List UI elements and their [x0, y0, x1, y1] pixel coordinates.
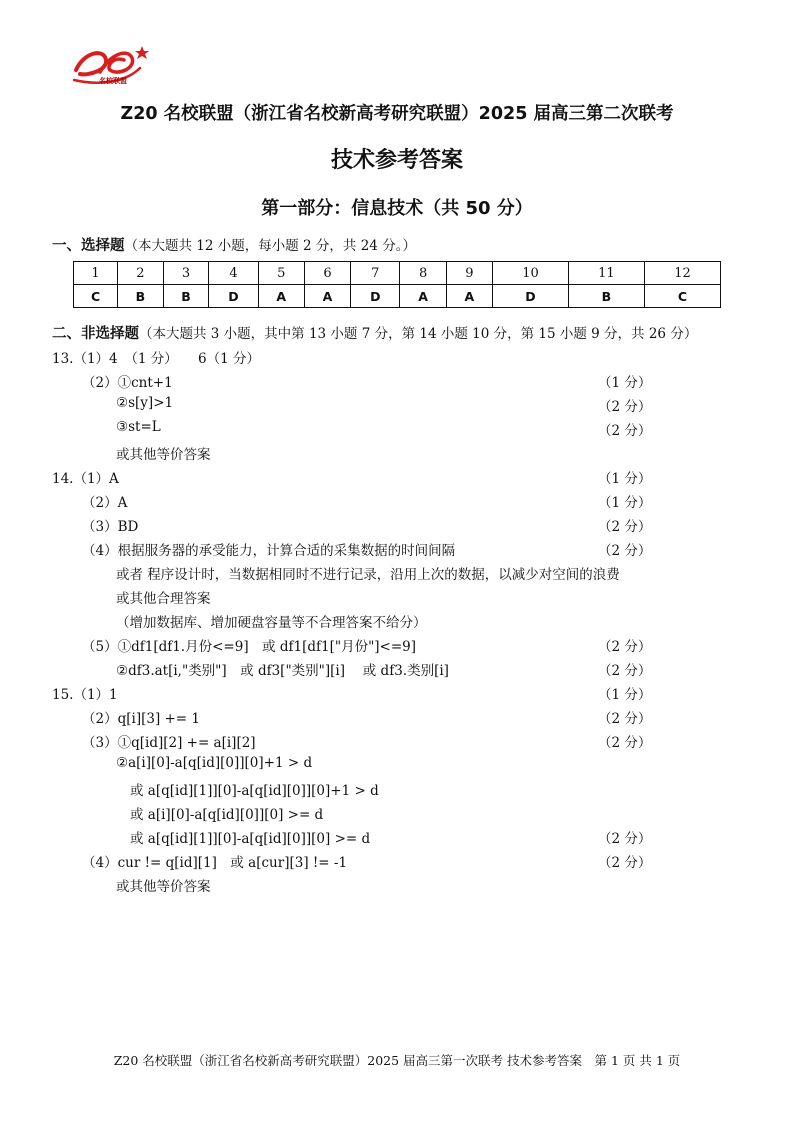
- answer-line-13-2-3: ③st=L: [116, 419, 161, 435]
- question-number: 7: [351, 262, 400, 285]
- answer-line-14-4-note: （增加数据库、增加硬盘容量等不合理答案不给分）: [116, 615, 427, 631]
- section1-heading: [52, 234, 416, 255]
- score-label: （1 分）: [598, 471, 652, 487]
- answer-cell: B: [163, 285, 209, 308]
- answer-line-14-4-alt: 或者 程序设计时，当数据相同时不进行记录，沿用上次的数据，以减少对空间的浪费: [116, 567, 620, 583]
- answer-line-15-3-2-alt1: 或 a[q[id][1]][0]-a[q[id][0]][0]+1 > d: [130, 783, 379, 799]
- question-number: 2: [118, 262, 164, 285]
- answer-cell: A: [400, 285, 446, 308]
- answer-cell: A: [446, 285, 492, 308]
- question-number: 4: [209, 262, 258, 285]
- document-title: 技术参考答案: [330, 148, 463, 173]
- section1-note: （本大题共 12 小题，每小题 2 分，共 24 分。）: [124, 238, 416, 254]
- answer-cell: C: [644, 285, 720, 308]
- answer-cell: C: [74, 285, 118, 308]
- score-label: （1 分）: [598, 375, 652, 391]
- part-title: 第一部分：信息技术（共 50 分）: [261, 198, 533, 219]
- score-label: （2 分）: [598, 639, 652, 655]
- question-number: 12: [644, 262, 720, 285]
- answer-line-13-alt: 或其他等价答案: [116, 447, 211, 463]
- section2-note: （本大题共 3 小题，其中第 13 小题 7 分，第 14 小题 10 分，第 15 小题 9 分，共 26 分）: [139, 326, 698, 342]
- answer-line-13-2-1: （2）①cnt+1: [82, 375, 173, 391]
- answer-line-15-3-2-alt2: 或 a[i][0]-a[q[id][0]][0] >= d: [130, 807, 324, 823]
- answer-line-14-5-1: （5）①df1[df1.月份<=9] 或 df1[df1["月份"]<=9]: [82, 639, 417, 655]
- answer-line-14-1: 14.（1）A: [52, 471, 119, 487]
- section2-label: 二、非选择题: [52, 326, 139, 342]
- answer-cell: D: [492, 285, 568, 308]
- question-number: 5: [258, 262, 304, 285]
- question-number: 11: [568, 262, 644, 285]
- answer-line-15-3-1: （3）①q[id][2] += a[i][2]: [82, 735, 256, 751]
- answer-line-15-3-2: ②a[i][0]-a[q[id][0]][0]+1 > d: [116, 755, 313, 771]
- answer-table-answers-row: [74, 285, 721, 308]
- question-number: 1: [74, 262, 118, 285]
- answer-line-15-4: （4）cur != q[id][1] 或 a[cur][3] != -1: [82, 855, 348, 871]
- question-number: 9: [446, 262, 492, 285]
- answer-cell: B: [568, 285, 644, 308]
- score-label: （2 分）: [598, 663, 652, 679]
- answer-cell: D: [351, 285, 400, 308]
- answer-line-14-3: （3）BD: [82, 519, 139, 535]
- answer-cell: A: [258, 285, 304, 308]
- score-label: （1 分）: [598, 687, 652, 703]
- page-footer: Z20 名校联盟（浙江省名校新高考研究联盟）2025 届高三第一次联考 技术参考答案 第 1 页 共 1 页: [113, 1053, 681, 1068]
- question-number: 10: [492, 262, 568, 285]
- answer-line-15-2: （2）q[i][3] += 1: [82, 711, 200, 727]
- answer-line-14-4-other: 或其他合理答案: [116, 591, 211, 607]
- answer-line-15-alt: 或其他等价答案: [116, 879, 211, 895]
- score-label: （1 分）: [598, 495, 652, 511]
- answer-line-13-1: 13.（1）4 （1 分） 6（1 分）: [52, 351, 260, 367]
- answer-line-15-3-2-alt3: 或 a[q[id][1]][0]-a[q[id][0]][0] >= d: [130, 831, 371, 847]
- answer-line-14-5-2: ②df3.at[i,"类别"] 或 df3["类别"][i] 或 df3.类别[i]: [116, 663, 449, 679]
- logo-text: 名校联盟: [99, 77, 127, 85]
- answer-line-15-1: 15.（1）1: [52, 687, 118, 703]
- answer-line-13-2-2: ②s[y]>1: [116, 395, 174, 411]
- score-label: （2 分）: [598, 423, 652, 439]
- score-label: （2 分）: [598, 735, 652, 751]
- question-number: 6: [304, 262, 350, 285]
- section2-heading: [52, 322, 697, 343]
- answer-cell: B: [118, 285, 164, 308]
- answer-table-numbers-row: [74, 262, 721, 285]
- answer-cell: A: [304, 285, 350, 308]
- question-number: 3: [163, 262, 209, 285]
- score-label: （2 分）: [598, 855, 652, 871]
- score-label: （2 分）: [598, 543, 652, 559]
- score-label: （2 分）: [598, 831, 652, 847]
- question-number: 8: [400, 262, 446, 285]
- exam-title: Z20 名校联盟（浙江省名校新高考研究联盟）2025 届高三第二次联考: [120, 104, 674, 124]
- score-label: （2 分）: [598, 399, 652, 415]
- answer-table: [73, 261, 721, 308]
- answer-line-14-2: （2）A: [82, 495, 128, 511]
- score-label: （2 分）: [598, 519, 652, 535]
- section1-label: 一、选择题: [52, 238, 125, 254]
- answer-cell: D: [209, 285, 258, 308]
- answer-line-14-4: （4）根据服务器的承受能力，计算合适的采集数据的时间间隔: [82, 543, 456, 559]
- score-label: （2 分）: [598, 711, 652, 727]
